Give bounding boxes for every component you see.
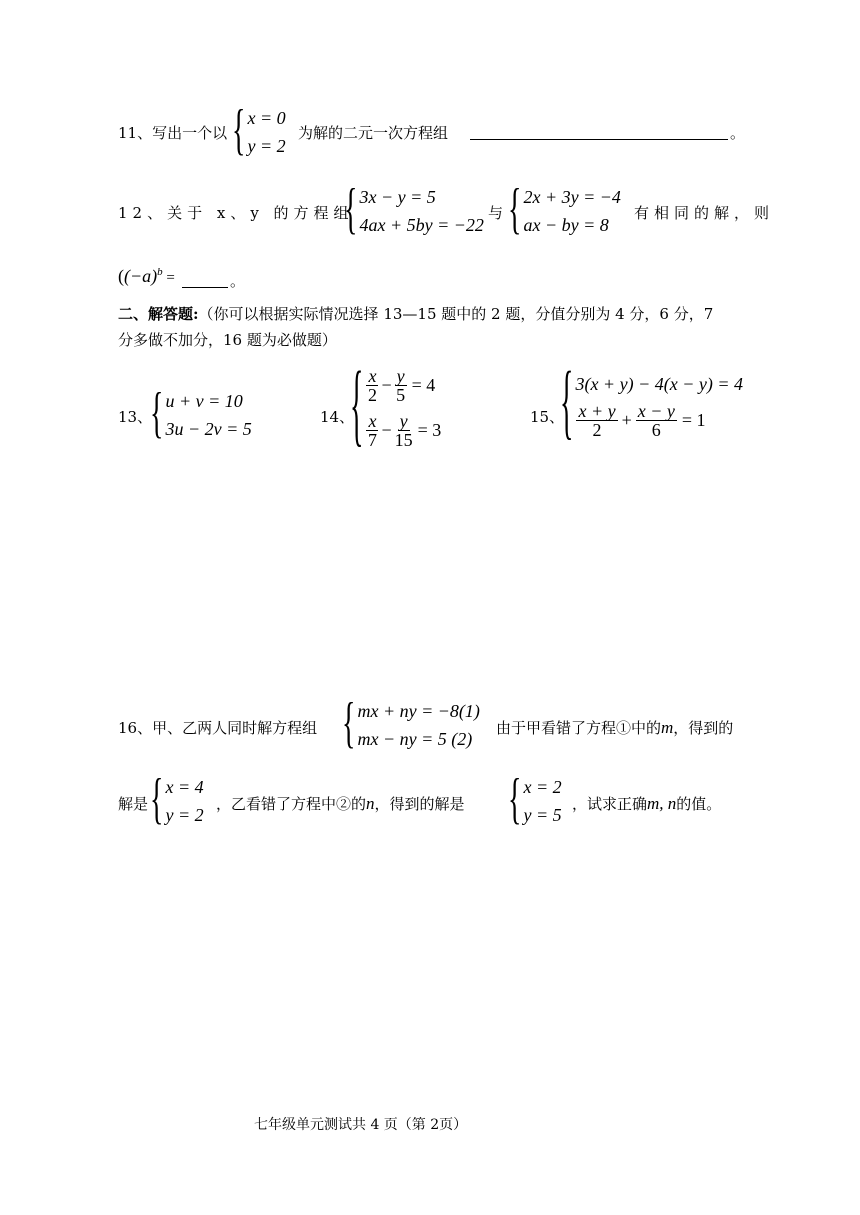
left-brace: { [344,179,358,241]
q15-row2 [575,402,743,439]
section2-note-line1: （你可以根据实际情况选择 13—15 题中的 2 题，分值分别为 4 分，6 分，7 [198,305,714,323]
section2-line1 [118,303,713,324]
q15-r2-a-num: x + y [578,401,616,421]
q14-r1-b-den: 5 [396,385,406,405]
q16-line2-mid-b: ，得到的解是 [374,795,465,813]
section2-heading: 二、解答题: [118,305,199,323]
q14-r1-b-num: y [396,366,405,386]
q16-line2-prefix: 解是 [118,795,149,813]
left-brace: { [508,769,522,831]
q11-prefix: 11、写出一个以 [118,124,228,142]
q15-r2-a-den: 2 [592,420,602,440]
q16-line2-end [572,793,721,814]
q15-r2-op: + [621,410,632,430]
q14-r2-a-num: x [368,411,377,431]
q14-r1-a-den: 2 [367,385,377,405]
q13-label: 13、 [118,408,153,426]
q11-suffix: 为解的二元一次方程组 [298,124,449,142]
q13-row1: u + v = 10 [165,391,243,411]
q15-label: 15、 [530,408,565,426]
q16-row1: mx + ny = −8(1) [357,701,480,721]
q12-expression: ($(-a)^b$ = [118,266,175,286]
q12-suffix: 有相同的解，则 [634,204,775,222]
q16-line2-mid [216,793,465,814]
answer-blank-q12[interactable] [182,286,228,288]
q11-row1: x = 0 [247,108,286,128]
q16-var-n: n [366,794,375,813]
q15-r2-b-den: 6 [651,420,661,440]
left-brace: { [508,179,522,241]
q12-sys2-row1: 2x + 3y = −4 [523,187,621,207]
q12-expr-eq: = [162,270,175,286]
q15-r2-b-num: x − y [637,401,675,421]
q16-line2-mid-a: ，乙看错了方程中②的 [216,795,367,813]
q14-system [350,355,442,458]
q11-row2: y = 2 [247,136,286,156]
q14-r2-a-den: 7 [367,430,377,450]
page-footer: 七年级单元测试共 4 页（第 2页） [254,1117,468,1133]
q16-suffix-a: 由于甲看错了方程①中的 [496,719,662,737]
left-brace: { [560,356,574,450]
left-brace: { [150,383,164,445]
q12-end: 。 [230,272,246,290]
q11-end: 。 [730,124,746,142]
q16-s2-row2: y = 5 [523,805,562,825]
left-brace: { [350,355,364,458]
q14-r2-b-den: 15 [394,430,413,450]
q16-solution-2 [508,769,562,831]
q14-r2-rhs: = 3 [417,420,442,440]
q12-sys1-row1: 3x − y = 5 [359,187,436,207]
q14-r1-rhs: = 4 [411,375,436,395]
q16-line2-mid-c: ，试求正确 [572,795,648,813]
q13-system [150,383,252,445]
q12-mid: 与 [488,204,504,222]
q16-suffix [496,717,733,738]
q13-row2: 3u − 2v = 5 [165,419,252,439]
left-brace: { [150,769,164,831]
q15-system [560,356,743,450]
q14-r1-a-num: x [368,366,377,386]
q12-system-1 [344,179,484,241]
q14-r2-op: − [381,420,392,440]
left-brace: { [232,100,246,162]
q15-row1: 3(x + y) − 4(x − y) = 4 [575,374,743,394]
q12-expr: (−a) [124,266,158,286]
q16-line2-end-text: 的值。 [676,795,722,813]
q16-s2-row1: x = 2 [523,777,562,797]
q12-sys1-row2: 4ax + 5by = −22 [359,215,484,235]
q16-row2: mx − ny = 5 (2) [357,729,473,749]
q16-var-m: m [661,718,674,737]
q11-system [232,100,286,162]
q12-expr-sup: b [157,266,163,278]
q14-r2-b-num: y [399,411,408,431]
q16-s1-row1: x = 4 [165,777,204,797]
q16-system [342,693,480,755]
q14-label: 14、 [320,408,355,426]
q16-suffix-b: ，得到的 [673,719,734,737]
q12-system-2 [508,179,621,241]
q16-solution-1 [150,769,204,831]
q16-s1-row2: y = 2 [165,805,204,825]
q12-prefix: 12、关于 x、y 的方程组 [118,204,354,222]
q12-sys2-row2: ax − by = 8 [523,215,609,235]
q14-row2 [365,412,441,449]
q15-r2-rhs: = 1 [681,410,706,430]
q16-prefix: 16、甲、乙两人同时解方程组 [118,719,318,737]
section2-note-line2: 分多做不加分，16 题为必做题） [118,331,337,349]
answer-blank-q11[interactable] [470,138,728,140]
q14-r1-op: − [381,375,392,395]
q14-row1 [365,367,441,404]
left-brace: { [342,693,356,755]
q16-vars-mn: m, n [647,794,677,813]
